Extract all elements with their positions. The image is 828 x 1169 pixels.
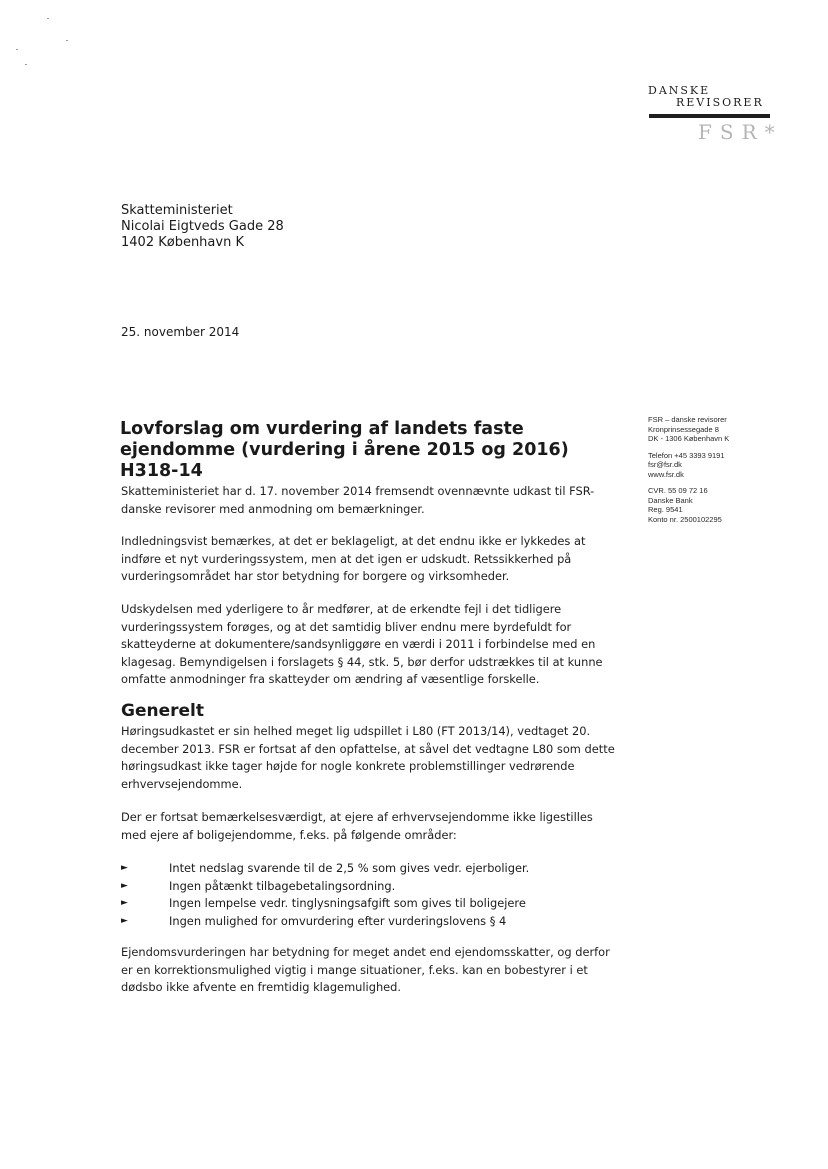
sender-konto: Konto nr. 2500102295 [648,514,722,524]
bullet-text: Ingen mulighed for omvurdering efter vurderingslovens § 4 [169,913,507,928]
title-line: ejendomme (vurdering i årene 2015 og 2016) [120,440,569,460]
scan-speck [66,40,68,41]
recipient-address [121,203,284,251]
paragraph-generelt: Høringsudkastet er sin helhed meget lig udspillet i L80 (FT 2013/14), vedtaget 20. december 2013. FSR er fortsat af den opfattelse, at såvel det vedtagne L80 som dette høringsudkast ikke tager højde for nogle konkrete problemstillinger vedrørende erhvervsejendomme. [121,724,615,791]
paragraph-udskydelse: Udskydelsen med yderligere to år medfører, at de erkendte fejl i det tidligere vurderingssystem forøges, og at det samtidig bliver endnu mere byrdefuldt for skatteyderne at dokumentere/sandsynliggøre en værdi i 2011 i forbindelse med en klagesag. Bemyndigelsen i forslagets § 44, stk. 5, bør derfor udstrækkes til at kunne omfatte anmodninger fra skatteyder om ændring af væsentlige forskelle. [121,602,603,686]
paragraph-indledning: Indledningsvist bemærkes, at det er beklageligt, at det endnu ikke er lykkedes at indføre et nyt vurderingssystem, men at det igen er udskudt. Retssikkerhed på vurderingsområdet har stor betydning for borgere og virksomheder. [121,534,586,583]
fsr-logo [640,84,783,144]
logo-mark: FSR* [698,120,783,144]
sender-name: FSR – danske revisorer [648,415,727,424]
sender-email: fsr@fsr.dk [648,460,682,469]
sender-city: DK - 1306 København K [648,434,730,443]
logo-rule [649,114,770,118]
bullet-arrow-icon: ► [121,880,128,891]
section-heading-generelt: Generelt [121,701,204,721]
logo-line-danske: DANSKE [648,84,711,97]
bullet-text: Ingen påtænkt tilbagebetalingsordning. [169,878,396,893]
sender-web: www.fsr.dk [648,469,684,479]
bullet-arrow-icon: ► [121,915,128,926]
logo-line-revisorer: REVISORER [676,96,764,109]
sender-phone: Telefon +45 3393 9191 [648,450,725,460]
address-line: Nicolai Eigtveds Gade 28 [121,219,284,234]
scan-speck [47,18,49,19]
title-line: H318-14 [120,461,203,481]
letter-title [120,419,590,482]
scan-speck [25,64,27,65]
paragraph-ligestilling: Der er fortsat bemærkelsesværdigt, at ejere af erhvervsejendomme ikke ligestilles med ejere af boligejendomme, f.eks. på følgende områder: [121,810,593,842]
sender-cvr: CVR. 55 09 72 16 [648,486,708,495]
scan-speck [16,49,18,50]
paragraph-ejendomsvurdering: Ejendomsvurderingen har betydning for meget andet end ejendomsskatter, og derfor er en korrektionsmulighed vigtig i mange situationer, f.eks. kan en bobestyrer i et dødsbo ikke afvente en fremtidig klagemulighed. [121,945,610,994]
bullet-arrow-icon: ► [121,898,128,908]
sender-reg: Reg. 9541 [648,505,683,514]
address-line: 1402 København K [121,235,244,250]
paragraph-intro: Skatteministeriet har d. 17. november 2014 fremsendt ovennævnte udkast til FSR-danske revisorer med anmodning om bemærkninger. [121,484,595,516]
letter-date: 25. november 2014 [121,325,240,339]
title-line: Lovforslag om vurdering af landets faste [120,419,524,439]
bullet-text: Intet nedslag svarende til de 2,5 % som gives vedr. ejerboliger. [169,861,530,875]
sender-bank: Danske Bank [648,495,693,505]
address-line: Skatteministeriet [121,203,233,218]
bullet-arrow-icon: ► [121,863,128,873]
bullet-text: Ingen lempelse vedr. tinglysningsafgift som gives til boligejere [169,896,526,910]
sender-street: Kronprinsessegade 8 [648,424,719,434]
sender-info [648,415,818,531]
